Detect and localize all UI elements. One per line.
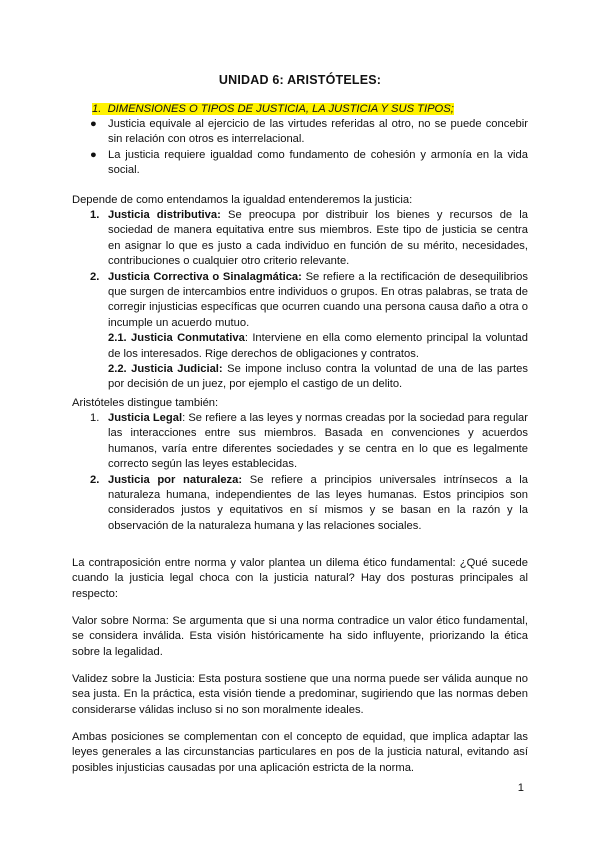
sub-item-term: 2.2. Justicia Judicial:	[108, 363, 223, 376]
section-heading	[92, 102, 528, 117]
bullet-icon: ●	[90, 148, 97, 161]
item-text: Se refiere a principios universales intrínsecos a la naturaleza humana, independientes de las leyes humanas. Estos principios son considerados justos y equitativos en sí mismos y se basan en la razón y la observación de la naturaleza humana y las relaciones sociales.	[108, 473, 529, 532]
list-item	[90, 411, 528, 473]
sub-item-text: Se impone incluso contra la voluntad de una de las partes por decisión de un juez, por ejemplo el castigo de un delito.	[108, 363, 528, 391]
also-intro: Aristóteles distingue también:	[72, 397, 219, 409]
equality-intro: Depende de como entendamos la igualdad entenderemos la justicia:	[72, 194, 413, 206]
sub-item	[90, 331, 528, 362]
item-number: 2.	[90, 270, 100, 283]
paragraph: Valor sobre Norma: Se argumenta que si una norma contradice un valor ético fundamental, se considera inválida. Esta visión históricamente ha sido influyente, priorizando la ética sobre la legalidad.	[72, 615, 528, 658]
item-number: 1.	[90, 209, 100, 221]
item-text: Se refiere a la rectificación de desequilibrios que surgen de intercambios entre individuos o grupos. En otras palabras, se trata de corregir injusticias específicas que ocurren cuando una persona causa daño a otra o incumple un acuerdo mutuo.	[108, 270, 528, 329]
sub-item	[90, 362, 528, 393]
item-term: Justicia distributiva:	[108, 209, 221, 221]
section-number: 1.	[92, 103, 102, 115]
bullet-icon: ●	[90, 118, 97, 130]
bullet-text: La justicia requiere igualdad como fundamento de cohesión y armonía en la vida social.	[108, 148, 528, 177]
item-term: Justicia por naturaleza:	[108, 473, 243, 486]
page-number: 1	[517, 782, 524, 794]
page-title: UNIDAD 6: ARISTÓTELES:	[218, 73, 382, 87]
item-term: Justicia Legal	[108, 412, 183, 424]
paragraph: La contraposición entre norma y valor plantea un dilema ético fundamental: ¿Qué sucede cuando la justicia legal choca con la justicia natural? Hay dos posturas principales al respecto:	[72, 557, 528, 600]
list-item	[90, 473, 528, 535]
item-number: 1.	[90, 412, 100, 424]
list-item	[90, 117, 528, 148]
sub-item-term: 2.1. Justicia Conmutativa	[108, 332, 245, 345]
list-item	[90, 208, 528, 270]
sub-item-text: : Interviene en ella como elemento principal la voluntad de los interesados. Rige derechos de obligaciones y contratos.	[108, 332, 529, 360]
section-heading-text: DIMENSIONES O TIPOS DE JUSTICIA, LA JUSTICIA Y SUS TIPOS;	[107, 103, 454, 115]
legal-natural-list	[90, 411, 528, 534]
bullet-text: Justicia equivale al ejercicio de las virtudes referidas al otro, no se puede concebir sin relación con otros es interrelacional.	[108, 118, 528, 146]
list-item	[90, 148, 528, 179]
item-text: Se preocupa por distribuir los bienes y recursos de la sociedad de manera equitativa entre sus miembros. Este tipo de justicia se centra en asignar lo que es justo a cada individuo en función de su mérito, necesidades, contribuciones o cualquier otro criterio relevante.	[108, 209, 529, 268]
bullet-list	[90, 117, 528, 179]
item-number: 2.	[90, 473, 100, 486]
paragraph: Validez sobre la Justicia: Esta postura sostiene que una norma puede ser válida aunque no sea justa. En la práctica, esta visión tiende a predominar, sugiriendo que las normas deben considerarse válidas incluso si no son moralmente ideales.	[72, 673, 528, 716]
paragraph: Ambas posiciones se complementan con el concepto de equidad, que implica adaptar las leyes generales a las circunstancias particulares en pos de la justicia natural, evitando así posibles injusticias causadas por una aplicación estricta de la norma.	[72, 731, 528, 774]
section-heading-highlight	[92, 103, 454, 115]
list-item	[90, 270, 528, 332]
item-text: : Se refiere a las leyes y normas creadas por la sociedad para regular las interacciones entre sus miembros. Basada en convenciones y acuerdos humanos, varía entre diferentes sociedades y se centra en lo que es legalmente correcto según las leyes establecidas.	[108, 412, 528, 471]
justice-types-list	[90, 208, 528, 393]
item-term: Justicia Correctiva o Sinalagmática:	[108, 270, 302, 283]
